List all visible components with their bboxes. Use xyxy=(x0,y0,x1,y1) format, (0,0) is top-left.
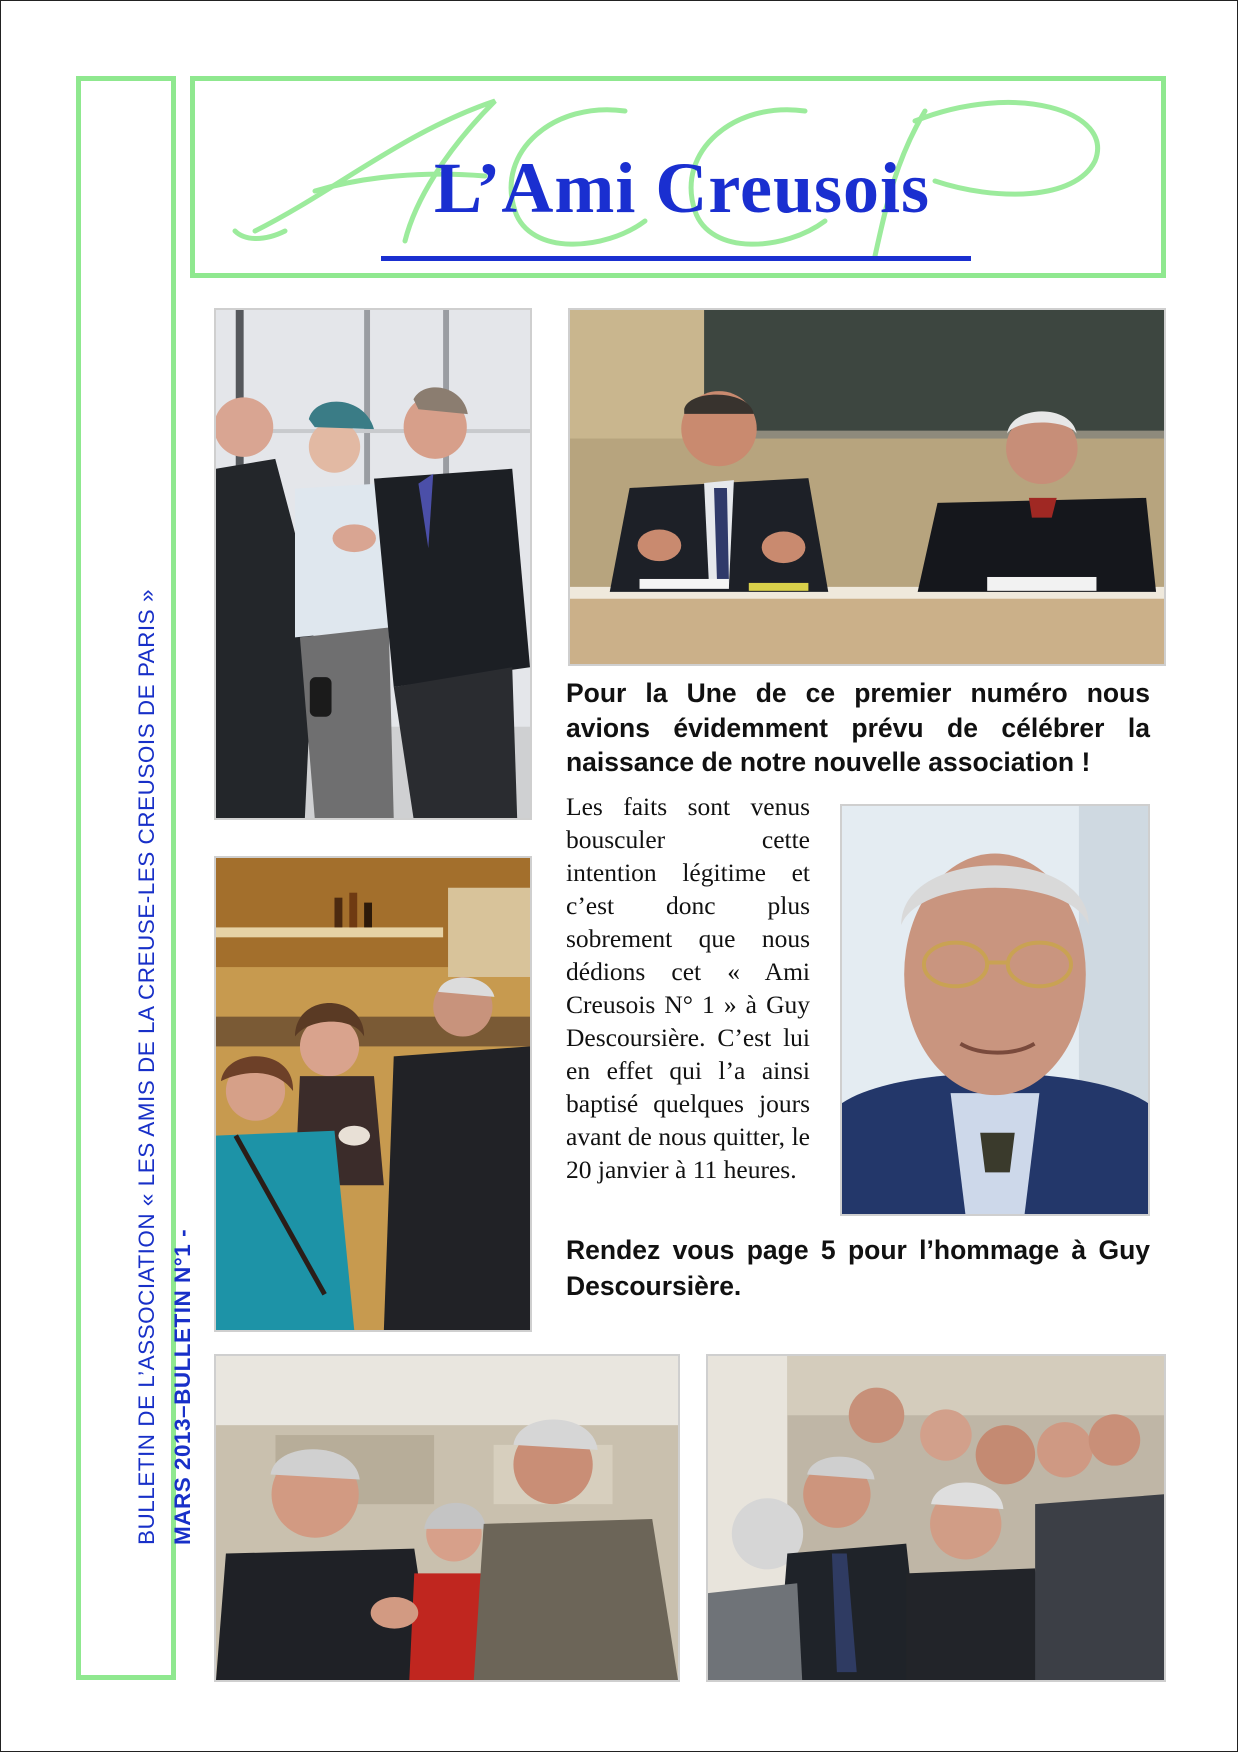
photo-three-people-talking xyxy=(214,308,532,820)
masthead xyxy=(190,76,1166,278)
article-closing: Rendez vous page 5 pour l’hommage à Guy Descoursière. xyxy=(566,1235,1150,1301)
photo-crowd-members xyxy=(706,1354,1166,1682)
photo-reception-bar xyxy=(214,856,532,1332)
newsletter-title: L’Ami Creusois xyxy=(433,148,931,228)
photo-speakers-at-table xyxy=(568,308,1166,666)
photo-guests-gathering xyxy=(214,1354,680,1682)
title-underline xyxy=(381,256,971,261)
bulletin-issue: MARS 2013–BULLETIN N°1 - xyxy=(170,1228,195,1545)
side-band-text xyxy=(128,589,200,1545)
photo-portrait-guy-descoursiere xyxy=(840,804,1150,1216)
association-name: BULLETIN DE L’ASSOCIATION « LES AMIS DE LA CREUSE-LES CREUSOIS DE PARIS » xyxy=(134,589,159,1545)
article-lead: Pour la Une de ce premier numéro nous avions évidemment prévu de célébrer la naissance de notre nouvelle association ! xyxy=(566,678,1150,777)
article-body: Les faits sont venus bousculer cette intention légitime et c’est donc plus sobrement que nous dédions cet « Ami Creusois N° 1 » à Guy Descoursière. C’est lui en effet qui l’a ainsi baptisé quelques jours avant de nous quitter, le 20 janvier à 11 heures. xyxy=(566,792,810,1184)
